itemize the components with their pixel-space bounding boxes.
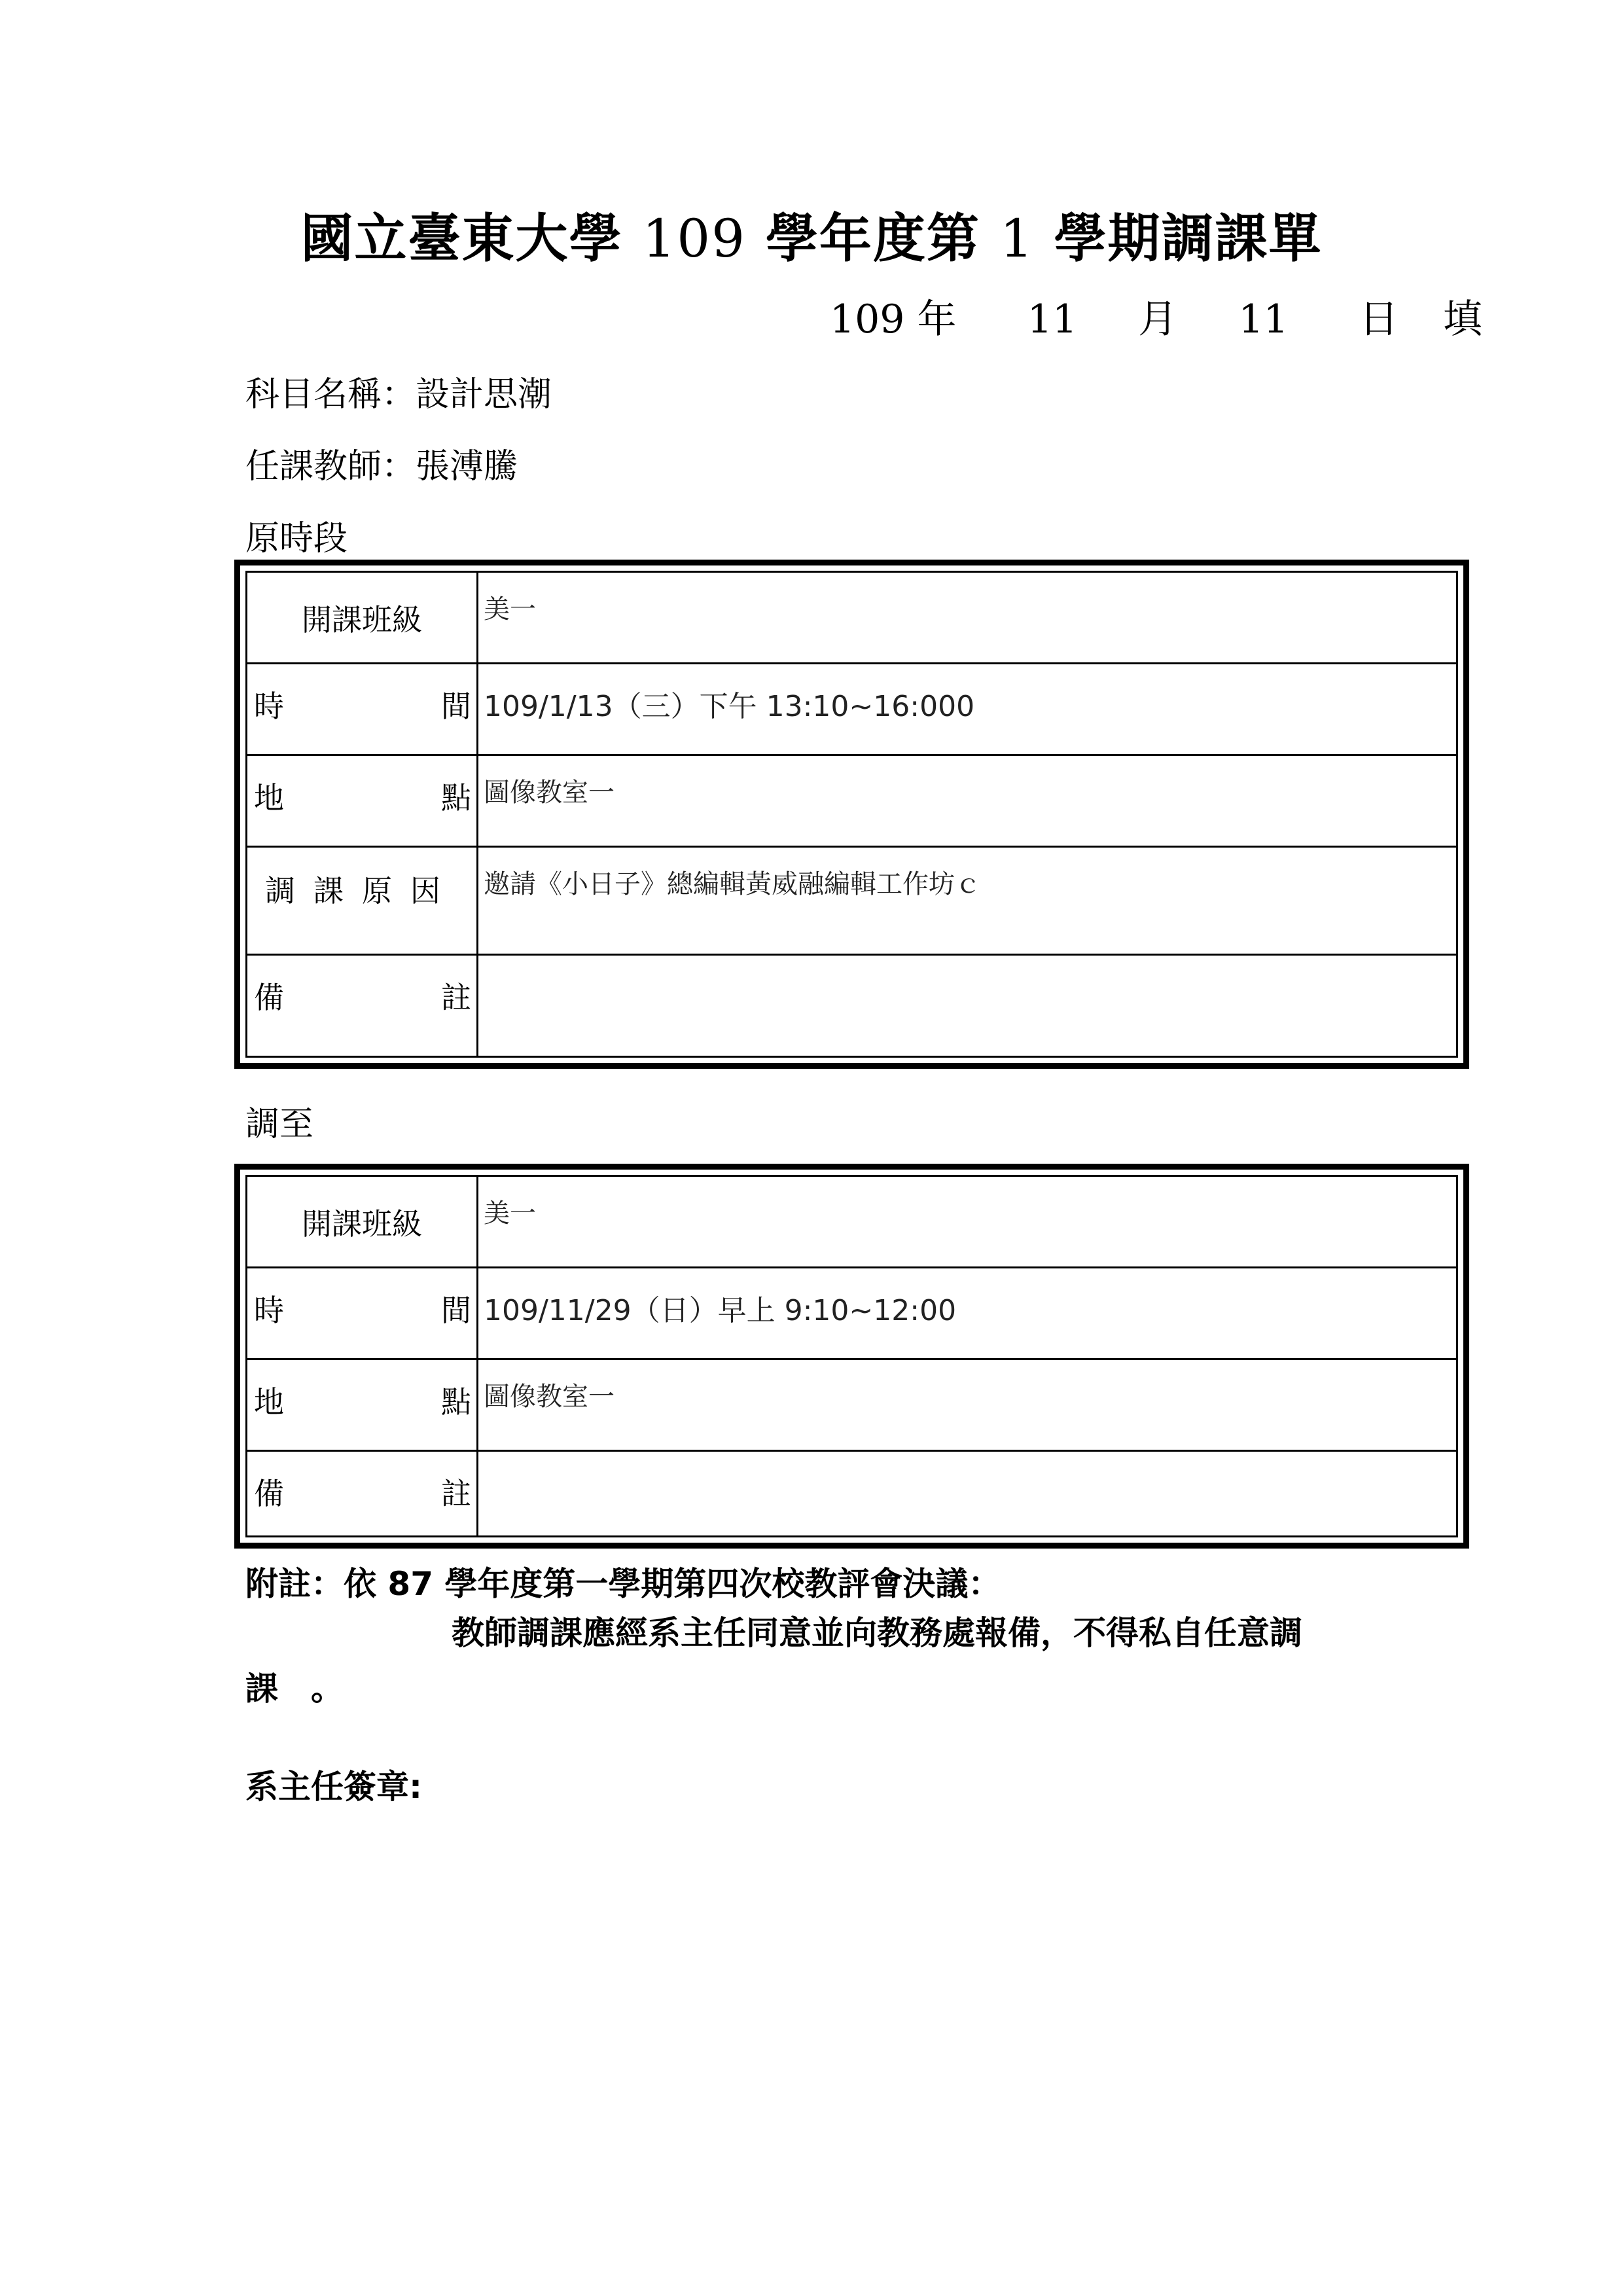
class-value: 美一 [478,1176,1457,1268]
signature-label: 系主任簽章: [245,1768,422,1806]
time-value: 109/1/13（三）下午 13:10~16:000 [478,664,1457,755]
subject-label: 科目名稱： [245,375,416,414]
time-label-right: 間 [441,689,471,724]
title-form-name: 學期調課單 [1054,208,1323,269]
time-label-left: 時 [254,1293,284,1328]
remark-label-right: 註 [441,980,471,1015]
original-time-row [247,664,1457,755]
remark-label-left: 備 [254,1476,284,1511]
remark-label-right: 註 [441,1476,471,1511]
note-line-3: 課 。 [245,1670,344,1708]
subject-line [245,367,552,416]
teacher-label: 任課教師： [245,447,416,486]
original-reason-row [247,847,1457,955]
fill-year: 109 [829,296,905,342]
remark-value [478,1451,1457,1537]
fill-month: 11 [1027,296,1078,342]
remark-value [478,955,1457,1057]
place-label-right: 點 [441,1384,471,1420]
place-label-left: 地 [254,780,284,816]
title-term: 1 [999,208,1035,269]
time-value: 109/11/29（日）早上 9:10~12:00 [478,1268,1457,1359]
page-title [0,196,1623,272]
place-value: 圖像教室一 [478,755,1457,847]
fill-year-unit: 年 [917,296,957,342]
fill-suffix: 填 [1443,296,1482,342]
time-label-right: 間 [441,1293,471,1328]
fill-day-unit: 日 [1359,296,1399,342]
original-place-row [247,755,1457,847]
title-year-suffix: 學年度第 [765,208,980,269]
place-label-left: 地 [254,1384,284,1420]
original-section-label: 原時段 [245,519,348,558]
original-class-row [247,572,1457,664]
fill-date [830,288,1482,344]
title-academic-year: 109 [642,208,747,269]
teacher-value: 張溥騰 [416,447,518,486]
moved-place-row [247,1359,1457,1451]
note-line-2: 教師調課應經系主任同意並向教務處報備，不得私自任意調 [452,1614,1302,1652]
teacher-line [245,439,518,488]
fill-month-unit: 月 [1138,296,1178,342]
subject-value: 設計思潮 [416,375,552,414]
place-value: 圖像教室一 [478,1359,1457,1451]
fill-day: 11 [1238,296,1289,342]
place-label-right: 點 [441,780,471,816]
moved-section-label: 調至 [245,1105,314,1144]
remark-label-left: 備 [254,980,284,1015]
original-remark-row [247,955,1457,1057]
moved-class-row [247,1176,1457,1268]
reason-value: 邀請《小日子》總編輯黃威融編輯工作坊ｃ [478,847,1457,955]
note-line-1: 附註：依 87 學年度第一學期第四次校教評會決議： [245,1565,1001,1603]
class-label: 開課班級 [302,601,422,637]
time-label-left: 時 [254,689,284,724]
moved-table [234,1164,1469,1549]
class-value: 美一 [478,572,1457,664]
reason-label: 調課原因 [265,873,459,908]
moved-time-row [247,1268,1457,1359]
original-table [234,560,1469,1069]
class-label: 開課班級 [302,1206,422,1242]
title-school: 國立臺東大學 [300,208,623,269]
moved-remark-row [247,1451,1457,1537]
